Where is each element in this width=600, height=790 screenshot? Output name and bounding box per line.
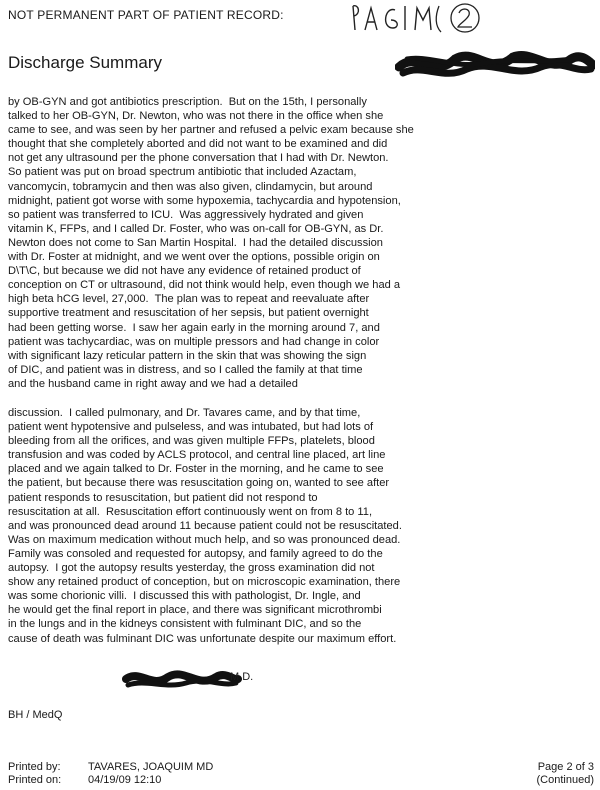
text-line: and was pronounced dead around 11 because patient could not be resuscitated. — [8, 519, 402, 532]
text-line: talked to her OB-GYN, Dr. Newton, who was not there in the office when she — [8, 110, 384, 123]
text-line: midnight, patient got worse with some hypoxemia, tachycardia and hypotension, — [8, 194, 401, 207]
text-line: high beta hCG level, 27,000. The plan was to repeat and reevaluate after — [8, 293, 370, 306]
text-line: patient went hypotensive and pulseless, and was intubated, but had lots of — [8, 421, 374, 434]
text-line: D\T\C, but because we did not have any evidence of retained product of — [8, 265, 361, 278]
text-line: and the husband came in right away and we had a detailed — [8, 377, 298, 390]
text-line: of DIC, and patient was in distress, and so I called the family at that time — [8, 363, 363, 376]
text-line: by OB-GYN and got antibiotics prescription. But on the 15th, I personally — [8, 96, 367, 108]
text-line: was some chorionic villi. I discussed this with pathologist, Dr. Ingle, and — [8, 590, 361, 603]
text-line: patient responds to resuscitation, but patient did not respond to — [8, 491, 318, 504]
text-line: discussion. I called pulmonary, and Dr. Tavares came, and by that time, — [8, 407, 361, 419]
text-line: autopsy. I got the autopsy results yesterday, the gross examination did not — [8, 562, 375, 575]
printed-by-value: TAVARES, JOAQUIM MD — [88, 761, 214, 773]
text-line: came to see, and was seen by her partner and refused a pelvic exam because she — [8, 124, 414, 137]
summary-paragraph-1 — [8, 95, 598, 391]
text-line: so patient was transferred to ICU. Was aggressively hydrated and given — [8, 208, 364, 221]
printed-by-label: Printed by: — [8, 761, 61, 773]
text-line: the patient, but because there was resuscitation going on, wanted to see after — [8, 477, 390, 490]
continued-note: (Continued) — [536, 774, 594, 786]
redaction-mark — [395, 45, 595, 83]
text-line: had been getting worse. I saw her again early in the morning around 7, and — [8, 321, 380, 334]
text-line: with significant lazy reticular pattern in the skin that was showing the sign — [8, 349, 367, 362]
page-title: Discharge Summary — [8, 53, 162, 72]
text-line: in the lungs and in the kidneys consistent with fulminant DIC, and so the — [8, 618, 362, 631]
text-line: not get any ultrasound per the phone conversation that I had with Dr. Newton. — [8, 152, 389, 165]
page-number: Page 2 of 3 — [537, 761, 594, 773]
text-line: conception on CT or ultrasound, did not think would help, even though we had a — [8, 279, 401, 292]
text-line: So patient was put on broad spectrum antibiotic that included Azactam, — [8, 166, 357, 179]
text-line: show any retained product of conception, but on microscopic examination, there — [8, 576, 401, 589]
text-line: resuscitation at all. Resuscitation effort continuously went on from 8 to 11, — [8, 505, 373, 518]
text-line: Family was consoled and requested for autopsy, and family agreed to do the — [8, 547, 383, 560]
transcription-initials: BH / MedQ — [8, 709, 63, 721]
text-line: vitamin K, FFPs, and I called Dr. Foster, who was on-call for OB-GYN, as Dr. — [8, 222, 384, 235]
text-line: supportive treatment and resuscitation of her sepsis, but patient overnight — [8, 307, 369, 320]
text-line: Was on maximum medication without much help, and so was pronounced dead. — [8, 533, 401, 546]
text-line: transfusion and was coded by ACLS protocol, and central line placed, art line — [8, 449, 386, 462]
handwritten-page-stamp — [345, 0, 495, 38]
printed-on-label: Printed on: — [8, 774, 62, 786]
record-notice: NOT PERMANENT PART OF PATIENT RECORD: — [8, 8, 284, 22]
text-line: placed and we again talked to Dr. Foster in the morning, and he came to see — [8, 463, 384, 476]
text-line: he would get the final report in place, and there was significant microthrombi — [8, 604, 382, 617]
summary-paragraph-2 — [8, 406, 598, 646]
signature-credential: M.D. — [230, 671, 254, 683]
text-line: with Dr. Foster at midnight, and we went over the options, possible origin on — [8, 251, 380, 264]
text-line: Newton does not come to San Martin Hospital. I had the detailed discussion — [8, 236, 383, 249]
text-line: cause of death was fulminant DIC was unfortunate despite our maximum effort. — [8, 632, 397, 645]
text-line: vancomycin, tobramycin and then was also given, clindamycin, but around — [8, 180, 373, 193]
text-line: thought that she completely aborted and did not want to be examined and did — [8, 138, 388, 151]
printed-on-value: 04/19/09 12:10 — [88, 774, 162, 786]
text-line: patient was tachycardiac, was on multiple pressors and had change in color — [8, 335, 380, 348]
text-line: bleeding from all the orifices, and was given multiple FFPs, platelets, blood — [8, 435, 375, 448]
